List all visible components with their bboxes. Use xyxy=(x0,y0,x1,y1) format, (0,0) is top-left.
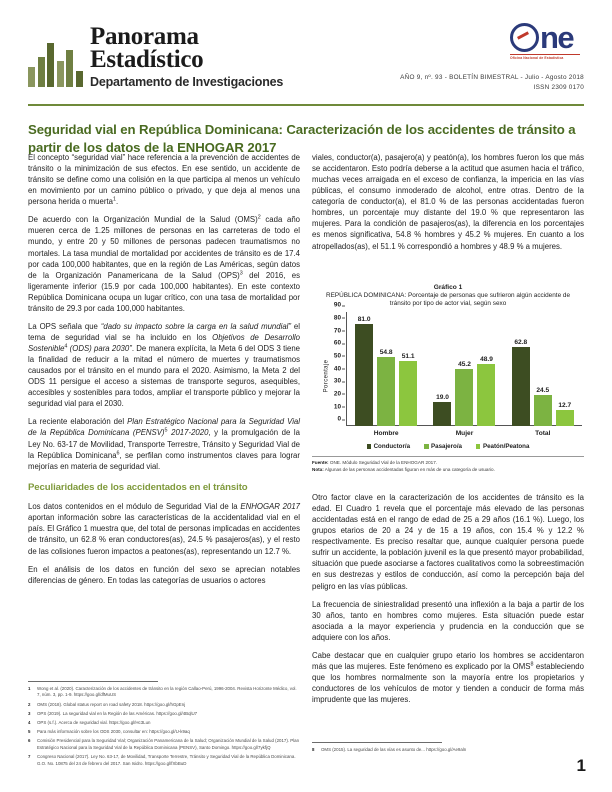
footnote-number: 4 xyxy=(28,719,31,725)
paragraph-3-ods-title: Objetivos de Desarrollo Sostenible xyxy=(28,332,300,353)
chart-y-tick: 40 xyxy=(323,365,341,372)
footnote-item xyxy=(28,729,300,736)
footnote-number: 3 xyxy=(28,710,31,716)
chart-bar-value: 24.5 xyxy=(536,387,550,395)
chart-y-tick: 30 xyxy=(323,378,341,385)
paragraph-3-text-c: . De manera explícita, la Meta 6 del ODS 3 tiene la finalidad de reducir a la mitad el número de muertes y traumatismos causados por el tránsito en el mundo para el 2020. Asimismo, la Meta 2 del ODS 11 persigue el acceso a sistemas de transporte seguros, asequibles, accesibles y sostenibles para todos, ampliar el transporte público y mejorar la seguridad vial para el 2030. xyxy=(28,344,300,409)
masthead xyxy=(0,0,612,100)
chart-legend-swatch xyxy=(476,444,481,449)
paragraph-1-end: . xyxy=(115,197,119,207)
footnote-text: OMS (2015). La seguridad de las vías es asunto de... https://goo.gl/Ae9aln xyxy=(321,746,467,752)
chart-bar[interactable] xyxy=(377,348,395,426)
chart-bar-value: 48.9 xyxy=(480,356,493,364)
chart-figure xyxy=(312,284,584,473)
footnote-text: Para más información sobre los ODS 2030, consultar en: https://goo.gl/U-k9aq xyxy=(37,729,190,735)
paragraph-3-ods-suffix: (ODS) para 2030” xyxy=(67,344,132,353)
chart-category-labels xyxy=(347,427,582,440)
chart-bar-value: 81.0 xyxy=(357,315,371,323)
footnote-text: Congreso Nacional (2017). Ley No. 63-17, de Movilidad, Transporte Terrestre, Tránsito y Seguridad Vial de la República Dominicana. G.O. No. 10875 del 24 de febrero del 2017. San Isidro. https://goo.gl/fXbBuD xyxy=(37,754,296,766)
chart-plot-area xyxy=(312,301,584,440)
paragraph-6: En el análisis de los datos en función del sexo se aprecian notables diferencias de género. En todas las categorías de usuarios o actores xyxy=(28,564,300,585)
chart-y-tick: 20 xyxy=(323,390,341,397)
chart-legend-item[interactable] xyxy=(476,443,529,450)
one-logo-tagline: Oficina Nacional de Estadística xyxy=(510,54,580,60)
footnote-text: OPS (2019). La seguridad vial en la Región de las Américas. https://goo.gl/4BqlU7 xyxy=(37,710,198,716)
chart-legend-label: Conductor/a xyxy=(373,443,411,451)
footnote-number: 8 xyxy=(312,746,315,752)
chart-y-axis-label: Porcentaje xyxy=(323,359,330,393)
chart-y-tick: 0 xyxy=(323,416,341,423)
paragraph-4-plan-years: 2017-2020 xyxy=(167,428,209,438)
chart-y-tick: 60 xyxy=(323,340,341,347)
publication-title-line1: Panorama xyxy=(90,23,199,50)
chart-note-label: Nota: xyxy=(312,466,324,472)
article-title: Seguridad vial en República Dominicana: Caracterización de los accidentes de tránsito a partir de los datos de la ENHOGAR 2017 xyxy=(28,121,576,155)
chart-bar-value: 54.8 xyxy=(379,348,393,356)
chart-bar-value: 19.0 xyxy=(436,394,449,402)
chart-y-tick: 80 xyxy=(323,314,341,321)
chart-title: REPÚBLICA DOMINICANA: Porcentaje de personas que sufrieron algún accidente de tránsito por tipo de actor vial, según sexo xyxy=(325,291,571,307)
footnote-text: OPS (s.f.). Acerca de seguridad vial. https://goo.gl/Hc3Lun xyxy=(37,719,151,725)
paragraph-3-quote: “dado su impacto sobre la carga en la salud mundial” xyxy=(100,321,291,331)
chart-y-axis-ticks xyxy=(324,301,344,426)
chart-y-tick: 90 xyxy=(323,302,341,309)
footnote-number: 6 xyxy=(28,738,31,744)
chart-source-text: ONE. Módulo Seguridad Vial de la ENHOGAR 2017. xyxy=(328,459,438,465)
issn-info: ISSN 2309 0170 xyxy=(533,84,584,91)
chart-legend-item[interactable] xyxy=(424,443,462,450)
footnote-number: 1 xyxy=(28,685,31,691)
chart-figure-label: Gráfico 1 xyxy=(433,284,463,291)
footnote-text: OMS (2018). Global status report on road safety 2018. https://goo.gl/hGpEnj xyxy=(37,701,186,707)
chart-bar-value: 45.2 xyxy=(458,360,471,368)
footnote-item xyxy=(312,747,584,754)
paragraph-3-text-b: el tema de seguridad vial se ha incluido en los xyxy=(28,321,300,342)
paragraph-5 xyxy=(28,501,300,556)
footnote-ref-4[interactable]: 4 xyxy=(64,343,68,350)
chart-bar-groups xyxy=(347,312,582,426)
footnote-item xyxy=(28,738,300,751)
right-paragraph-3: La frecuencia de siniestralidad presentó una inflexión a la baja a partir de los 30 años, tanto en hombres como mujeres. Esta situación puede estar asociada a la mayor experiencia y prudencia en la conducción que se adquiere con los años. xyxy=(312,599,584,642)
section-subheading: Peculiaridades de los accidentados en el tránsito xyxy=(28,481,248,493)
right-column-bottom xyxy=(312,492,584,712)
footnote-number: 7 xyxy=(28,754,31,760)
paragraph-2-text-b: cada año mueren cerca de 1.25 millones de personas en las carreteras de todo el mundo, y entre 20 y 50 millones de personas padecen traumatismos no mortales. La tasa mundial de mortalidad por accidentes de tránsito es de 17.4 por cada 100,000 habitantes, que en la región de Las Américas, según datos de la Organización Panamericana de la Salud (OPS) xyxy=(28,215,300,280)
paragraph-2-text-c: del 2016, es ligeramente inferior (15.9 por cada 100,000 habitantes). En este contexto República Dominicana ocupa un lugar crítico, con una tasa de mortalidad por tránsito de 29.3 por cada 100,000 habitantes. xyxy=(28,270,300,313)
chart-bar[interactable] xyxy=(556,402,574,426)
chart-bar-group xyxy=(353,312,419,426)
publication-logo xyxy=(28,24,283,89)
footnote-text: Comisión Presidencial para la Seguridad Vial; Organización Panamericana de la Salud; Organización Mundial de la Salud (2017). Plan Estratégico Nacional para la Seguridad Vial de la República Dominicana (PENSV), Santo Domingo. https://goo.gl/7ykfjQ xyxy=(37,738,300,750)
chart-source xyxy=(312,460,584,467)
chart-legend-label: Pasajero/a xyxy=(431,443,462,451)
chart-bar-group xyxy=(510,312,576,426)
chart-category-label: Total xyxy=(535,430,551,438)
chart-bar-value: 12.7 xyxy=(558,402,572,410)
header-divider xyxy=(28,104,584,106)
one-logo xyxy=(510,20,584,60)
footnote-item xyxy=(28,754,300,767)
footnote-number: 5 xyxy=(28,729,31,735)
footnote-item xyxy=(28,702,300,709)
paragraph-4-text-c: , se perfilan como instrumentos claves para lograr mejorías en materia de seguridad vial. xyxy=(28,450,300,471)
right-paragraph-4 xyxy=(312,650,584,705)
left-column xyxy=(28,152,300,593)
chart-legend-item[interactable] xyxy=(367,443,410,450)
paragraph-2-text-a: De acuerdo con la Organización Mundial de la Salud (OMS) xyxy=(28,215,258,225)
footnote-item xyxy=(28,711,300,718)
paragraph-4-text-b: , y la promulgación de la Ley No. 63-17 de Movilidad, Transporte Terrestre, Tránsito y Seguridad Vial de la República Dominicana xyxy=(28,428,301,460)
right-column-top xyxy=(312,152,584,259)
paragraph-3-text-a: La OPS señala que xyxy=(28,321,101,331)
paragraph-3 xyxy=(28,321,300,410)
paragraph-5-survey-name: ENHOGAR 2017 xyxy=(240,502,300,512)
chart-category-label: Hombre xyxy=(373,430,399,438)
footnote-ref-5[interactable]: 5 xyxy=(164,427,168,434)
chart-bar[interactable] xyxy=(477,356,495,426)
chart-y-tick: 70 xyxy=(323,327,341,334)
footnote-text: Wong et al. (2020). Caracterización de los accidentes de tránsito en la región Callao-Perú, 1996-2004. Revista Horizonte Médico, vol. 7, núm. 3, pp. 1-9. https://goo.gl/dfMuUS xyxy=(37,685,297,698)
page-number: 1 xyxy=(576,756,586,775)
footnote-ref-6[interactable]: 6 xyxy=(116,449,120,456)
paragraph-4 xyxy=(28,416,300,471)
issue-info: AÑO 9, nº. 93 - BOLETÍN BIMESTRAL - Julio - Agosto 2018 xyxy=(400,74,584,81)
paragraph-1-text: El concepto “seguridad vial” hace referencia a la prevención de accidentes de tránsito o la minimización de sus efectos. En ese sentido, un accidente de tránsito se define como una colisión en la que participa al menos un vehículo en movimiento por un camino público o privado, y que deja al menos una persona herida o muerta xyxy=(28,153,300,207)
chart-y-tick: 10 xyxy=(323,403,341,410)
publication-subtitle: Departamento de Investigaciones xyxy=(90,75,284,89)
right-paragraph-4-text-a: Cabe destacar que en cualquier grupo etario los hombres se accidentaron más que las mujeres. Este fenómeno es explicado por la OMS xyxy=(312,650,584,671)
chart-note xyxy=(312,467,584,474)
footnote-number: 2 xyxy=(28,701,31,707)
footnotes-right xyxy=(312,742,584,756)
footnote-ref-3[interactable]: 3 xyxy=(239,270,243,277)
paragraph-1 xyxy=(28,152,300,207)
footnote-ref-8[interactable]: 8 xyxy=(530,661,534,668)
paragraph-5-text-a: Los datos contenidos en el módulo de Seguridad Vial de la xyxy=(28,502,241,512)
footnote-item xyxy=(28,686,300,699)
paragraph-4-text-a: La reciente elaboración del xyxy=(28,417,128,427)
chart-bar-value: 62.8 xyxy=(514,338,528,346)
footnote-item xyxy=(28,720,300,727)
chart-note-text: Algunas de las personas accidentadas figuran en más de una categoría de usuario. xyxy=(323,466,495,472)
chart-bar-value: 51.1 xyxy=(401,353,415,361)
one-logo-mark: ne xyxy=(510,22,584,53)
right-paragraph-1: viales, conductor(a), pasajero(a) y peatón(a), los hombres fueron los que más se accidentaron. Esto podría deberse a la actitud que asumen hacia el tráfico, muchas veces arraigada en el exceso de confianza, la impericia en las vías públicas, el consumo inmoderado de alcohol, entre otras. Dentro de la categoría de conductor(a), el 81.0 % de las personas accidentadas fueron hombres, un porcentaje muy distante del 19.0 % que representaron las mujeres. Para la condición de pasajeros(as), la diferencia en los porcentajes es menos significativa, 54.8 % hombres y 45.2 % mujeres. En cuanto a los atropellados(as), el 51.1 % correspondió a hombres y 48.9 % a mujeres. xyxy=(312,153,584,251)
chart-legend-swatch xyxy=(367,444,372,449)
chart-category-label: Mujer xyxy=(455,430,474,438)
footnote-ref-1[interactable]: 1 xyxy=(112,196,116,203)
paragraph-5-text-b: aportan información sobre las características de la accidentalidad vial en el país. El Gráfico 1 muestra que, del total de personas implicadas en accidentes de tránsito, un 62.8 % eran conductores(as), 24.5 % pasajeros(as), y el resto de las colisiones fueron impactos a peatones(as), representando un 12.7 %. xyxy=(28,513,300,556)
footnote-ref-2[interactable]: 2 xyxy=(257,214,261,221)
publication-title-block xyxy=(90,24,283,89)
chart-bar[interactable] xyxy=(433,394,451,426)
footnotes-left xyxy=(28,681,300,770)
chart-bar[interactable] xyxy=(512,338,530,427)
chart-bar[interactable] xyxy=(399,353,417,426)
paragraph-4-plan-title: Plan Estratégico Nacional para la Seguridad Vial de la República Dominicana (PENSV) xyxy=(28,417,300,438)
chart-legend-swatch xyxy=(424,444,429,449)
chart-y-tick: 50 xyxy=(323,352,341,359)
right-paragraph-4-text-b: estableciendo que los hombres normalmente son la mayoría entre los propietarios y conductores de los vehículos de motor y tienden a conducir de forma más imprudente que las mujeres. xyxy=(312,661,584,705)
right-paragraph-2: Otro factor clave en la caracterización de los accidentes de tránsito es la edad. El Cuadro 1 revela que el porcentaje más elevado de las personas accidentadas está en el rango de edad de 25 a 29 años (16.1 %). Luego, los grupos etarios de 20 a 24 y de 15 a 19 años, con 15.4 % y 12.2 % respectivamente. Es preciso resaltar que, aunque cualquier persona puede sufrir un accidente, la población juvenil es la que presentó mayor probabilidad, situación que puede asociarse a factores cualitativos como la sobreestimación en sus destrezas y estilos de conducción, así como la percepción baja del peligro en las vías públicas. xyxy=(312,493,584,591)
chart-source-label: Fuente: xyxy=(312,459,329,465)
chart-bar[interactable] xyxy=(455,360,473,426)
chart-legend xyxy=(312,443,584,450)
chart-bar-group xyxy=(431,312,497,426)
bar-chart-icon xyxy=(28,41,85,87)
chart-bar[interactable] xyxy=(355,315,373,427)
paragraph-2 xyxy=(28,214,300,314)
footnote-divider xyxy=(28,681,158,682)
publication-title-line2: Estadístico xyxy=(90,46,204,73)
chart-legend-label: Peatón/Peatona xyxy=(482,443,530,451)
footnote-divider xyxy=(312,742,442,743)
chart-bar[interactable] xyxy=(534,387,552,426)
one-logo-circle-icon xyxy=(510,23,539,52)
chart-footer xyxy=(312,456,584,473)
